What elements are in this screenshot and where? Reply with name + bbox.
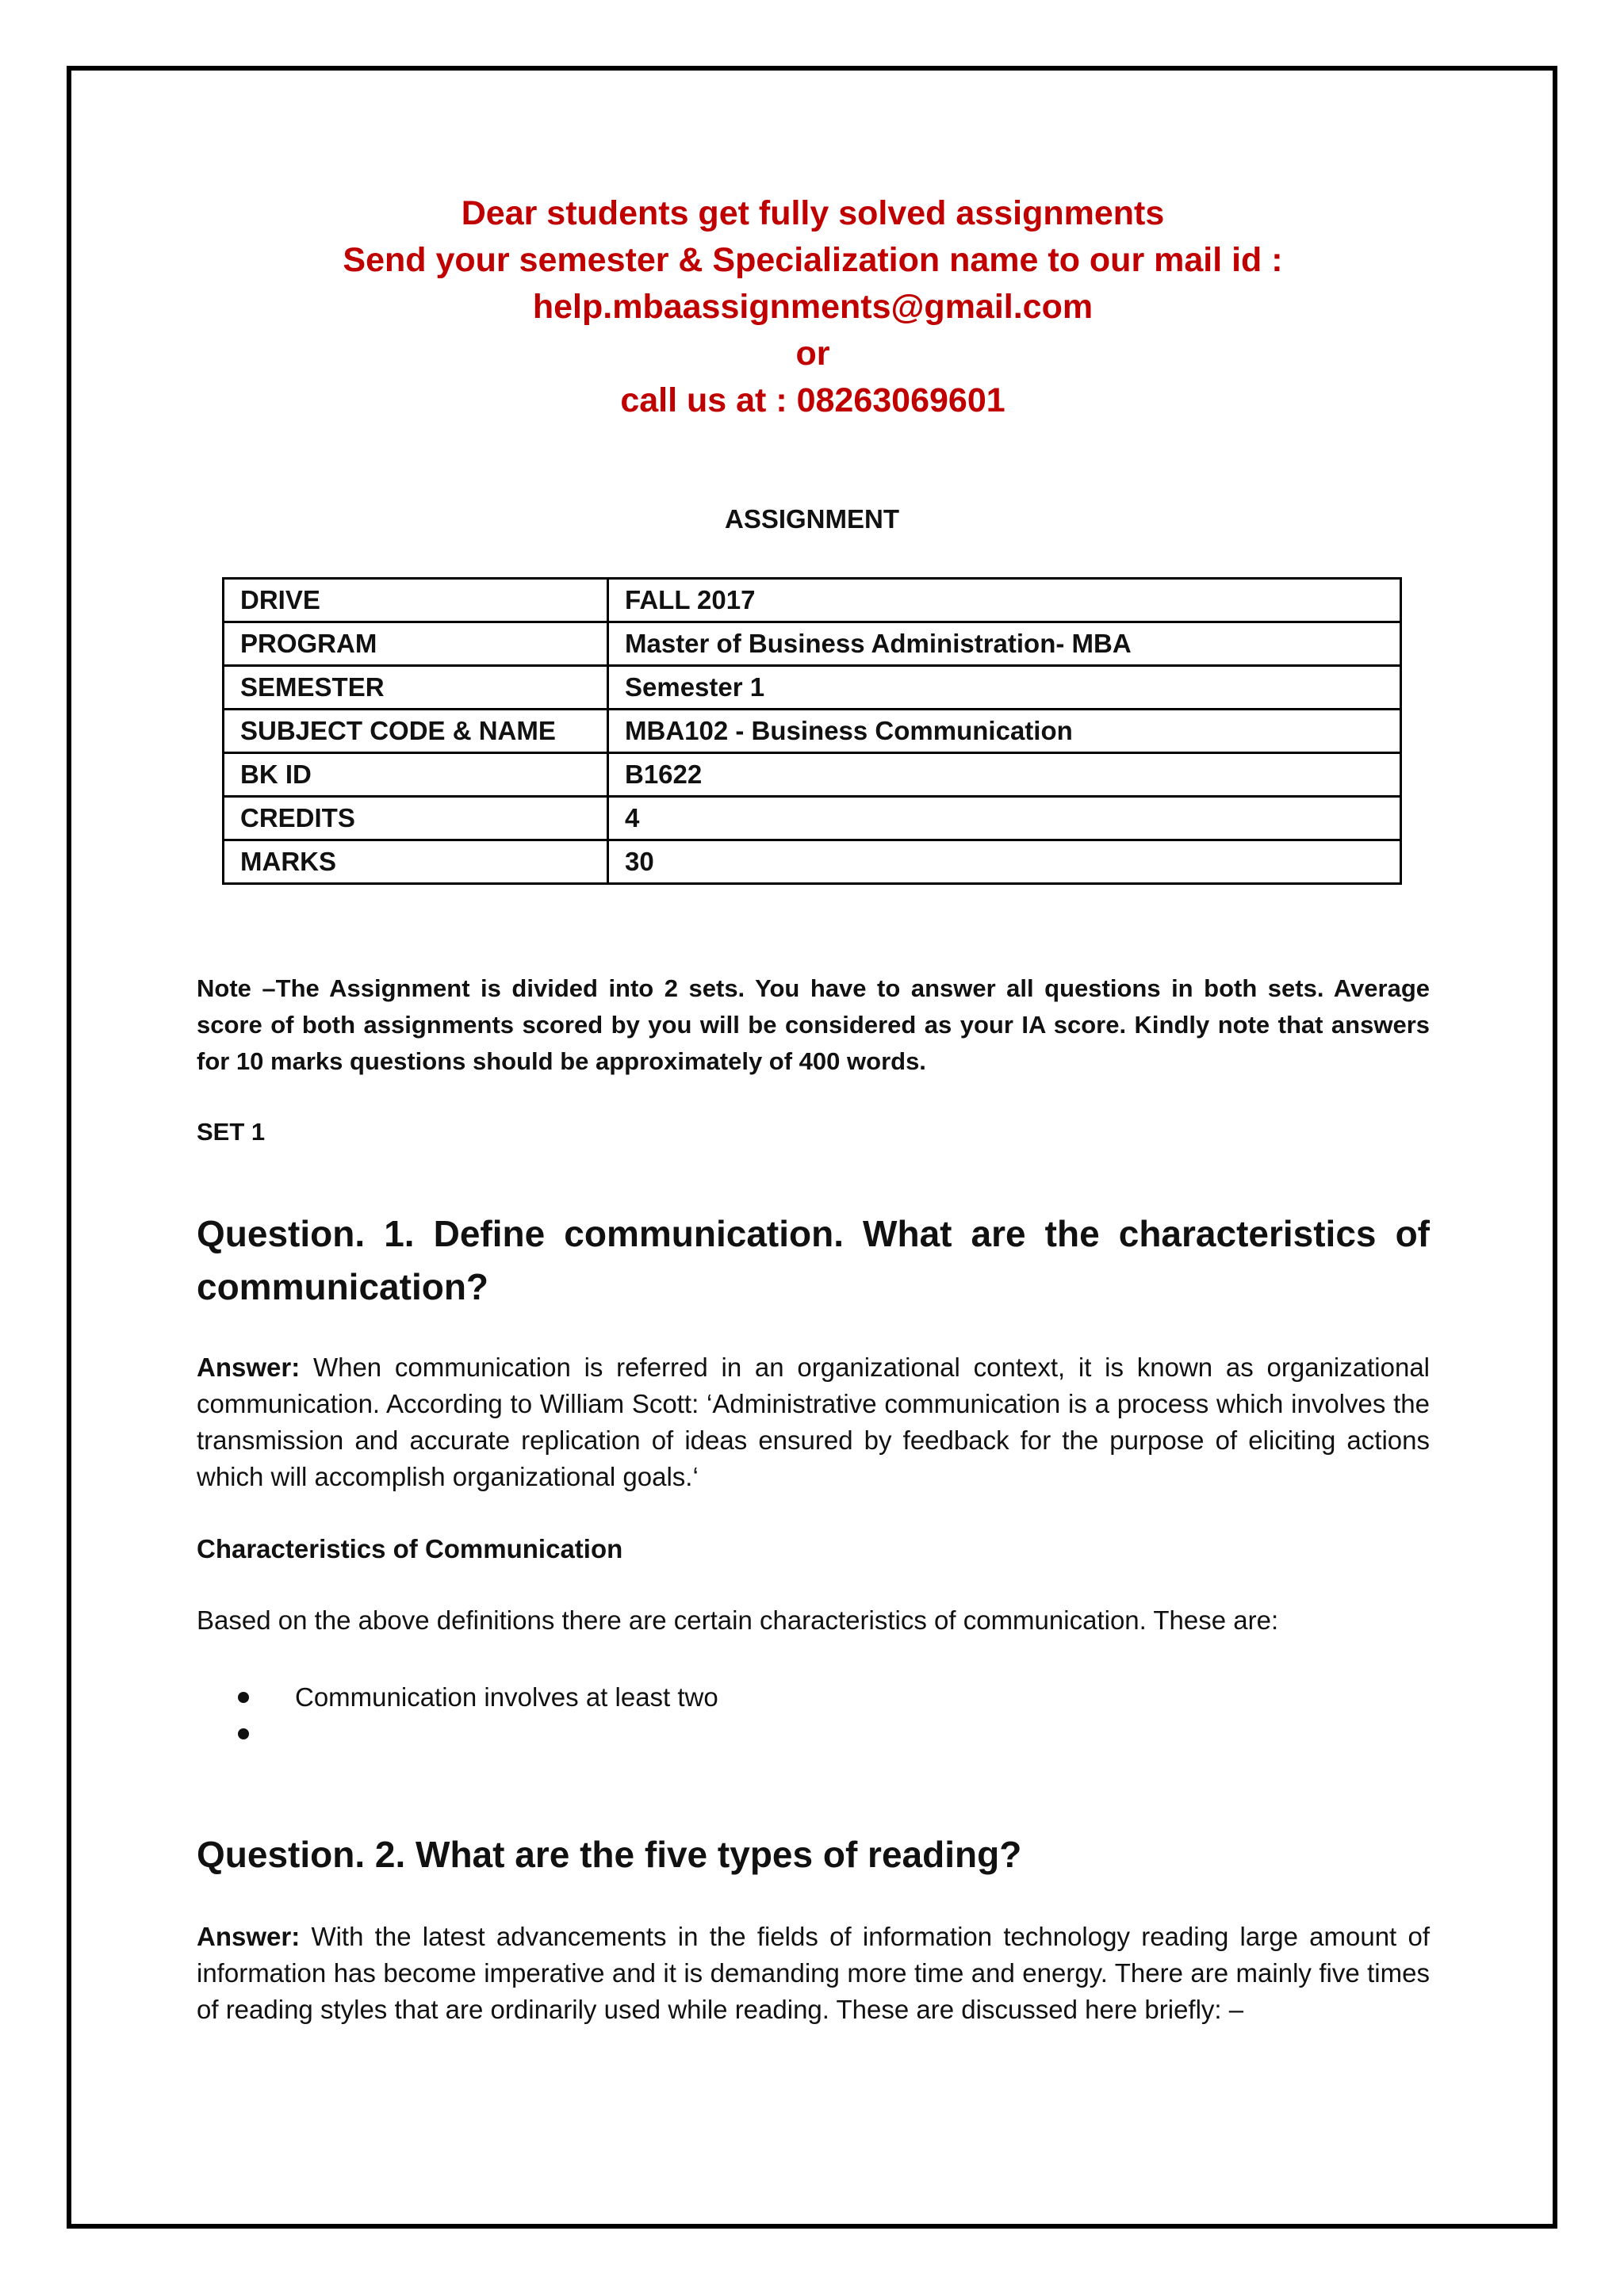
table-value: MBA102 - Business Communication <box>608 710 1401 753</box>
characteristics-list <box>238 1679 718 1752</box>
answer-2 <box>197 1919 1430 2028</box>
answer-2-text: With the latest advancements in the fields of information technology reading large amount of information has become imperative and it is demanding more time and energy. There are mainly five times of reading styles that are ordinarily used while reading. These are discussed here briefly: – <box>197 1922 1430 2024</box>
table-row <box>224 753 1401 797</box>
table-key: PROGRAM <box>224 622 608 666</box>
answer-1-text: When communication is referred in an organizational context, it is known as organizational communication. According to William Scott: ‘Administrative communication is a process which involves the transmission and accurate replication of ideas ensured by feedback for the purpose of eliciting actions which will accomplish organizational goals.‘ <box>197 1353 1430 1491</box>
bullet-icon <box>238 1728 249 1739</box>
table-row <box>224 622 1401 666</box>
list-item <box>238 1679 718 1716</box>
table-row <box>224 666 1401 710</box>
table-key: SUBJECT CODE & NAME <box>224 710 608 753</box>
table-value: Master of Business Administration- MBA <box>608 622 1401 666</box>
table-key: MARKS <box>224 840 608 884</box>
table-value: 4 <box>608 797 1401 840</box>
table-row <box>224 579 1401 622</box>
promo-line-1: Dear students get fully solved assignments <box>461 194 1165 232</box>
assignment-note: Note –The Assignment is divided into 2 sets. You have to answer all questions in both sets. Average score of both assignments scored by you will be considered as your IA score. Kindly note that answers for 10 marks questions should be approximately of 400 words. <box>197 974 1430 1075</box>
table-row <box>224 840 1401 884</box>
promo-email: help.mbaassignments@gmail.com <box>532 288 1094 326</box>
promo-or: or <box>795 335 830 373</box>
promo-banner <box>238 190 1388 424</box>
table-key: CREDITS <box>224 797 608 840</box>
assignment-title: ASSIGNMENT <box>724 504 899 534</box>
promo-phone: call us at : 08263069601 <box>620 381 1005 419</box>
table-key: DRIVE <box>224 579 608 622</box>
table-row <box>224 797 1401 840</box>
table-value: Semester 1 <box>608 666 1401 710</box>
table-value: 30 <box>608 840 1401 884</box>
table-value: B1622 <box>608 753 1401 797</box>
promo-line-2: Send your semester & Specialization name to our mail id : <box>343 241 1283 279</box>
table-key: BK ID <box>224 753 608 797</box>
answer-1 <box>197 1349 1430 1495</box>
assignment-details-table <box>222 577 1402 885</box>
characteristics-intro: Based on the above definitions there are certain characteristics of communication. These are: <box>197 1605 1279 1635</box>
set-label: SET 1 <box>197 1118 266 1146</box>
list-item-text: Communication involves at least two <box>295 1682 718 1712</box>
answer-label: Answer: <box>197 1353 301 1382</box>
answer-label: Answer: <box>197 1922 301 1951</box>
characteristics-subheading: Characteristics of Communication <box>197 1534 623 1563</box>
table-row <box>224 710 1401 753</box>
list-item <box>238 1716 718 1752</box>
question-1-heading: Question. 1. Define communication. What are the characteristics of communication? <box>197 1213 1430 1307</box>
table-key: SEMESTER <box>224 666 608 710</box>
bullet-icon <box>238 1692 249 1703</box>
question-2-heading: Question. 2. What are the five types of reading? <box>197 1834 1022 1875</box>
table-value: FALL 2017 <box>608 579 1401 622</box>
